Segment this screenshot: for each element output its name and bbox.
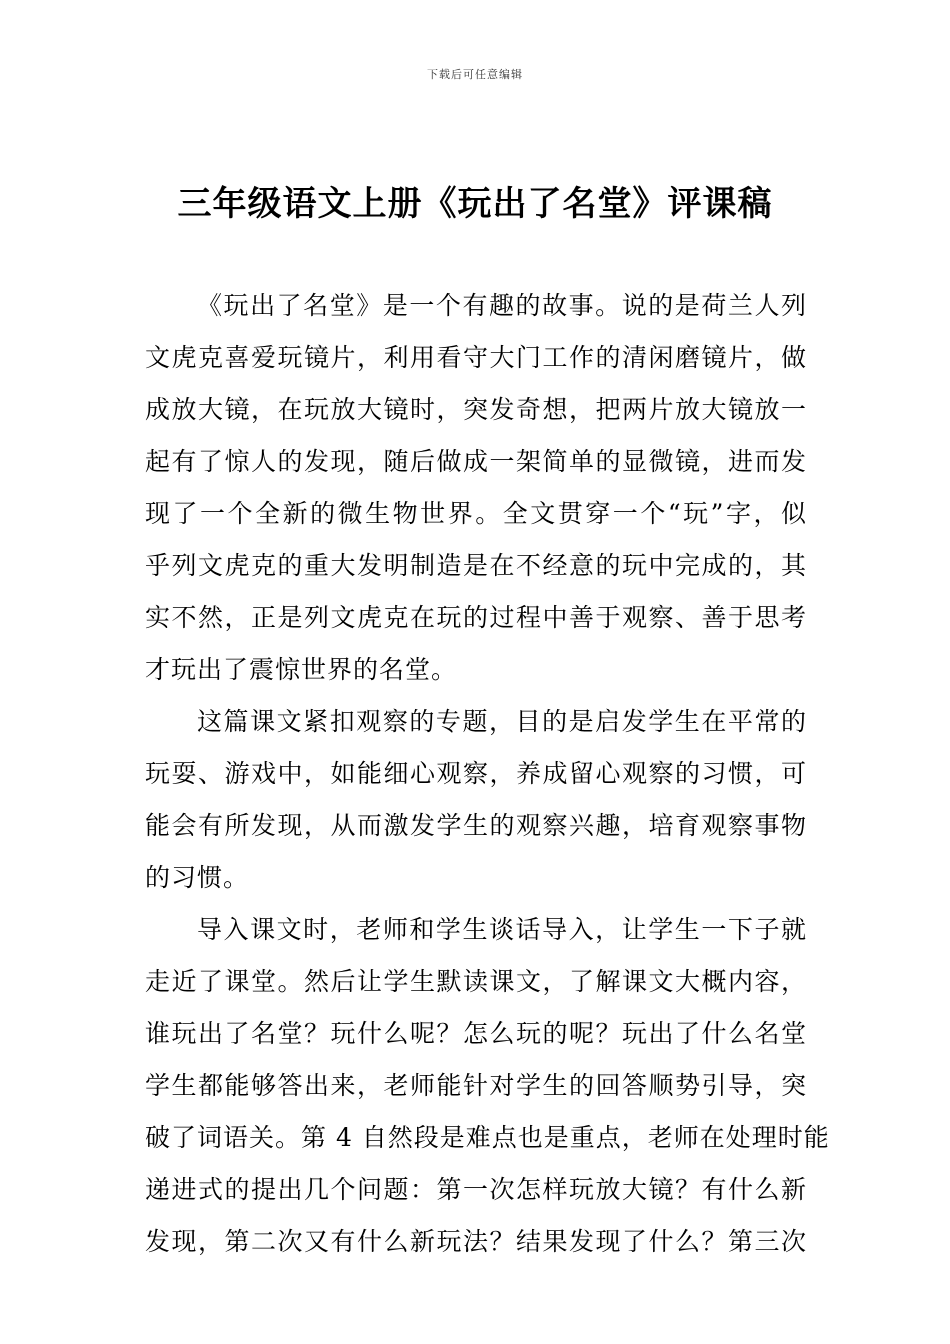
text-line: 的习惯。 [145, 863, 250, 892]
text-line: 能会有所发现，从而激发学生的观察兴趣，培育观察事物 [145, 811, 807, 840]
paragraph-3 [145, 904, 830, 1268]
text-line: 导入课文时，老师和学生谈话导入，让学生一下子就 [197, 915, 807, 944]
header-note: 下载后可任意编辑 [427, 68, 523, 81]
text-line: 实不然，正是列文虎克在玩的过程中善于观察、善于思考 [145, 603, 807, 632]
text-line: 递进式的提出几个问题：第一次怎样玩放大镜？有什么新 [145, 1175, 807, 1204]
text-line: 起有了惊人的发现，随后做成一架简单的显微镜，进而发 [145, 447, 807, 476]
text-line: 发现，第二次又有什么新玩法？结果发现了什么？第三次 [145, 1227, 807, 1256]
text-line: 才玩出了震惊世界的名堂。 [145, 655, 458, 684]
text-line: 《玩出了名堂》是一个有趣的故事。说的是荷兰人列 [197, 291, 807, 320]
text-line: 这篇课文紧扣观察的专题，目的是启发学生在平常的 [197, 707, 807, 736]
text-line: 走近了课堂。然后让学生默读课文，了解课文大概内容， [145, 967, 807, 996]
body-text [145, 280, 830, 1268]
text-line: 文虎克喜爱玩镜片，利用看守大门工作的清闲磨镜片，做 [145, 343, 807, 372]
paragraph-2 [145, 696, 807, 904]
text-line: 玩耍、游戏中，如能细心观察，养成留心观察的习惯，可 [145, 759, 807, 788]
paragraph-1 [145, 280, 807, 696]
text-line: 破了词语关。第 4 自然段是难点也是重点，老师在处理时能 [145, 1123, 830, 1152]
text-line: 成放大镜，在玩放大镜时，突发奇想，把两片放大镜放一 [145, 395, 807, 424]
page-title: 三年级语文上册《玩出了名堂》评课稿 [177, 184, 773, 224]
text-line: 现了一个全新的微生物世界。全文贯穿一个“玩”字，似 [145, 499, 807, 528]
text-line: 学生都能够答出来，老师能针对学生的回答顺势引导，突 [145, 1071, 807, 1100]
text-line: 谁玩出了名堂？玩什么呢？怎么玩的呢？玩出了什么名堂 [145, 1019, 807, 1048]
text-line: 乎列文虎克的重大发明制造是在不经意的玩中完成的，其 [145, 551, 807, 580]
